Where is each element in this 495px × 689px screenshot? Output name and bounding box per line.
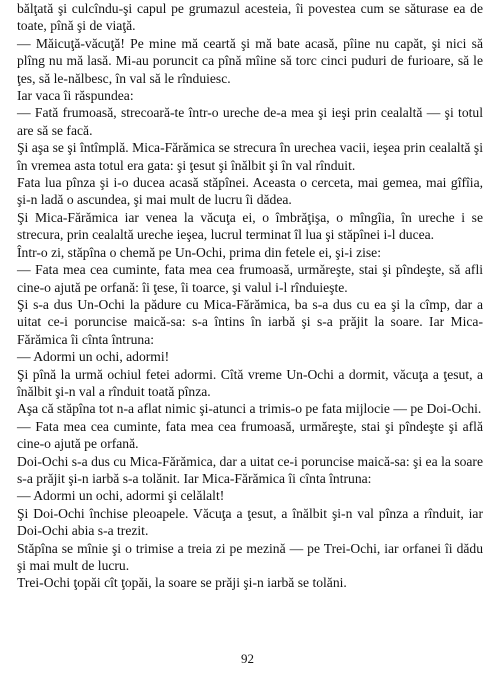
paragraph: Doi-Ochi s-a dus cu Mica-Fărămica, dar a uitat ce-i poruncise maică-sa: şi ea la soare s-a prăjit şi-n iarbă s-a tolănit. Iar Mica-Fărămica îi cînta întruna: bbox=[17, 453, 483, 486]
paragraph: — Fata mea cea cuminte, fata mea cea frumoasă, urmăreşte, stai şi pîndeşte şi află cine-o ajută pe orfană. bbox=[17, 418, 483, 452]
paragraph: — Adormi un ochi, adormi! bbox=[17, 349, 170, 365]
paragraph: — Măicuţă-văcuţă! Pe mine mă ceartă şi mă bate acasă, pîine nu capăt, şi nici să plîng nu mă lasă. Mi-au poruncit ca pînă mîine să torc cinci puduri de furioare, să le ţes, să le-nălbesc, în val să le rînduiesc. bbox=[17, 35, 483, 86]
paragraph: bălţată şi culcîndu-şi capul pe grumazul acesteia, îi povestea cum se săturase ea de toate, pînă şi de viaţă. bbox=[17, 1, 483, 34]
body-text bbox=[17, 0, 483, 592]
paragraph: — Fată frumoasă, strecoară-te într-o ureche de-a mea şi ieşi prin cealaltă — şi totul are să se facă. bbox=[17, 105, 483, 138]
paragraph: Şi s-a dus Un-Ochi la pădure cu Mica-Fărămica, ba s-a dus cu ea şi la cîmp, dar a uitat ce-i poruncise maică-sa: s-a întins în iarbă şi s-a prăjit la soare. Iar Mica-Fărămica îi cînta întruna: bbox=[17, 296, 483, 347]
paragraph: — Fata mea cea cuminte, fata mea cea frumoasă, urmăreşte, stai şi pîndeşte, să afli cine-o ajută pe orfană: îi ţese, îi toarce, şi valul i-l rînduieşte. bbox=[17, 262, 483, 295]
paragraph: Şi Mica-Fărămica iar venea la văcuţa ei, o îmbrăţişa, o mîngîia, în ureche i se strecura, prin cealaltă ureche ieşea, lucrul terminat îl lua şi stăpînei i-l ducea. bbox=[17, 209, 483, 243]
paragraph: Stăpîna se mînie şi o trimise a treia zi pe mezină — pe Trei-Ochi, iar orfanei îi dădu şi mai mult de lucru. bbox=[17, 540, 483, 573]
paragraph: Fata lua pînza şi i-o ducea acasă stăpînei. Aceasta o cerceta, mai gemea, mai gîfîia, şi-n ladă o ascundea, şi mai mult de lucru îi dădea. bbox=[17, 175, 483, 208]
paragraph: Iar vaca îi răspundea: bbox=[17, 88, 134, 104]
paragraph: Şi Doi-Ochi închise pleoapele. Văcuţa a ţesut, a înălbit şi-n val pînza a rînduit, iar Doi-Ochi abia s-a trezit. bbox=[17, 505, 483, 539]
paragraph: Şi aşa se şi întîmplă. Mica-Fărămica se strecura în urechea vacii, ieşea prin cealaltă şi în vremea asta totul era gata: şi ţesut şi înălbit şi în val rînduit. bbox=[17, 140, 483, 173]
paragraph: — Adormi un ochi, adormi şi celălalt! bbox=[17, 488, 225, 504]
paragraph: Şi pînă la urmă ochiul fetei adormi. Cîtă vreme Un-Ochi a dormit, văcuţa a ţesut, a înălbit şi-n val a rînduit toată pînza. bbox=[17, 366, 483, 399]
paragraph: Trei-Ochi ţopăi cît ţopăi, la soare se prăji şi-n iarbă se tolăni. bbox=[17, 575, 347, 591]
page-number: 92 bbox=[241, 651, 254, 666]
paragraph: Aşa că stăpîna tot n-a aflat nimic şi-atunci a trimis-o pe fata mijlocie — pe Doi-Ochi. bbox=[17, 401, 482, 417]
paragraph: Într-o zi, stăpîna o chemă pe Un-Ochi, prima din fetele ei, şi-i zise: bbox=[17, 244, 381, 260]
